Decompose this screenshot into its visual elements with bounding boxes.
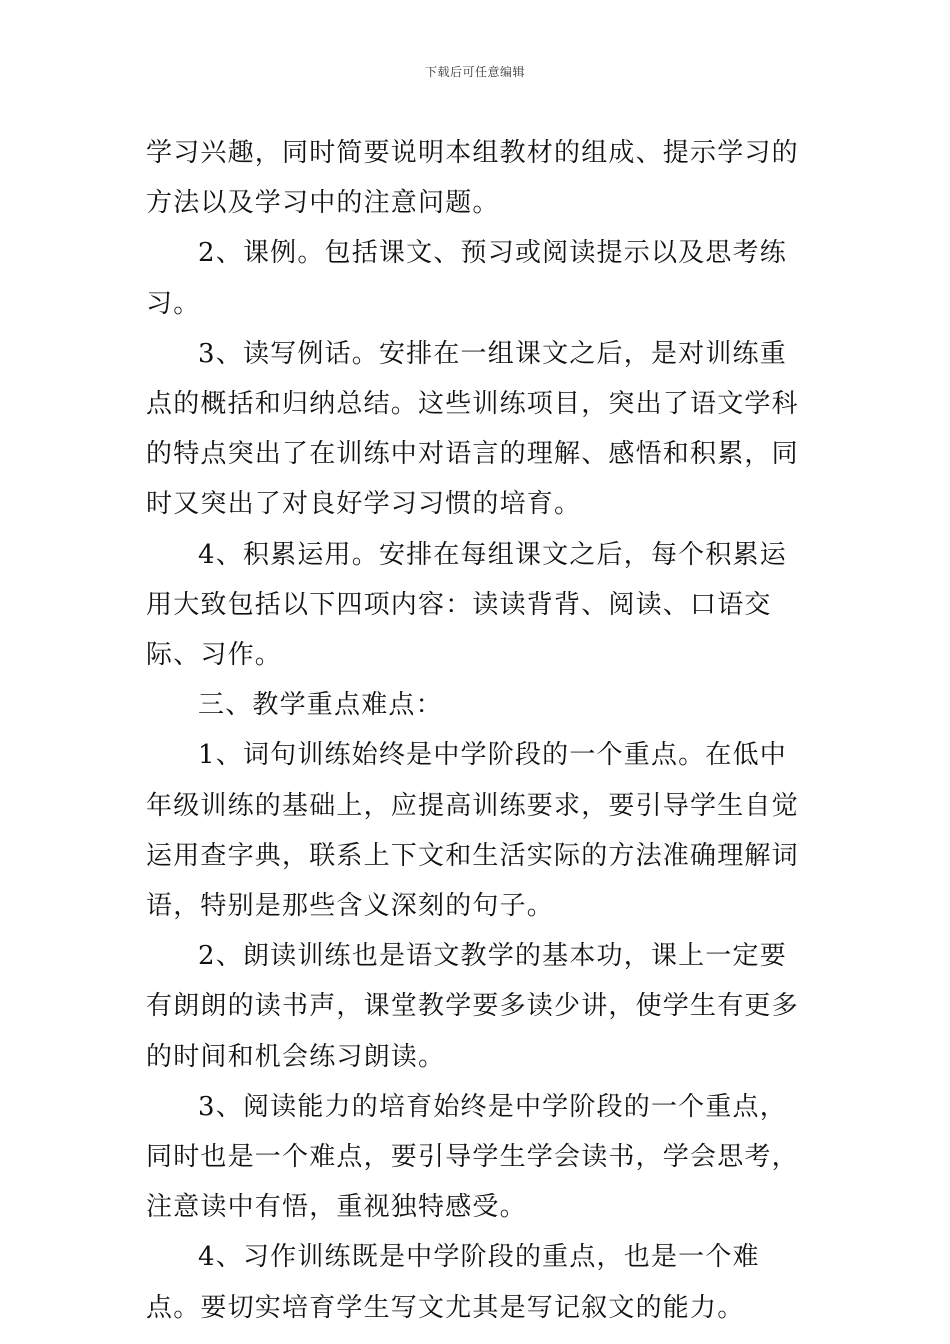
paragraph-3: 3、读写例话。安排在一组课文之后，是对训练重点的概括和归纳总结。这些训练项目，突出了语文学科的特点突出了在训练中对语言的理解、感悟和积累，同时又突出了对良好学习习惯的培育。 bbox=[146, 338, 799, 520]
paragraph-8: 4、习作训练既是中学阶段的重点，也是一个难点。要切实培育学生写文尤其是写记叙文的能力。 bbox=[146, 1242, 760, 1323]
paragraph-2: 2、课例。包括课文、预习或阅读提示以及思考练习。 bbox=[146, 238, 787, 319]
header-note: 下载后可任意编辑 bbox=[424, 65, 525, 79]
section-heading: 三、教学重点难点： bbox=[198, 690, 443, 721]
paragraph-4: 4、积累运用。安排在每组课文之后，每个积累运用大致包括以下四项内容：读读背背、阅读、口语交际、习作。 bbox=[146, 539, 787, 671]
paragraph-5: 1、词句训练始终是中学阶段的一个重点。在低中年级训练的基础上，应提高训练要求，要引导学生自觉运用查字典，联系上下文和生活实际的方法准确理解词语，特别是那些含义深刻的句子。 bbox=[146, 740, 799, 922]
paragraph-6: 2、朗读训练也是语文教学的基本功，课上一定要有朗朗的读书声，课堂教学要多读少讲，使学生有更多的时间和机会练习朗读。 bbox=[146, 941, 799, 1072]
paragraph-1: 学习兴趣，同时简要说明本组教材的组成、提示学习的方法以及学习中的注意问题。 bbox=[146, 138, 799, 219]
paragraph-7: 3、阅读能力的培育始终是中学阶段的一个重点，同时也是一个难点，要引导学生学会读书，学会思考，注意读中有悟，重视独特感受。 bbox=[146, 1091, 799, 1223]
document-body bbox=[146, 128, 806, 1333]
